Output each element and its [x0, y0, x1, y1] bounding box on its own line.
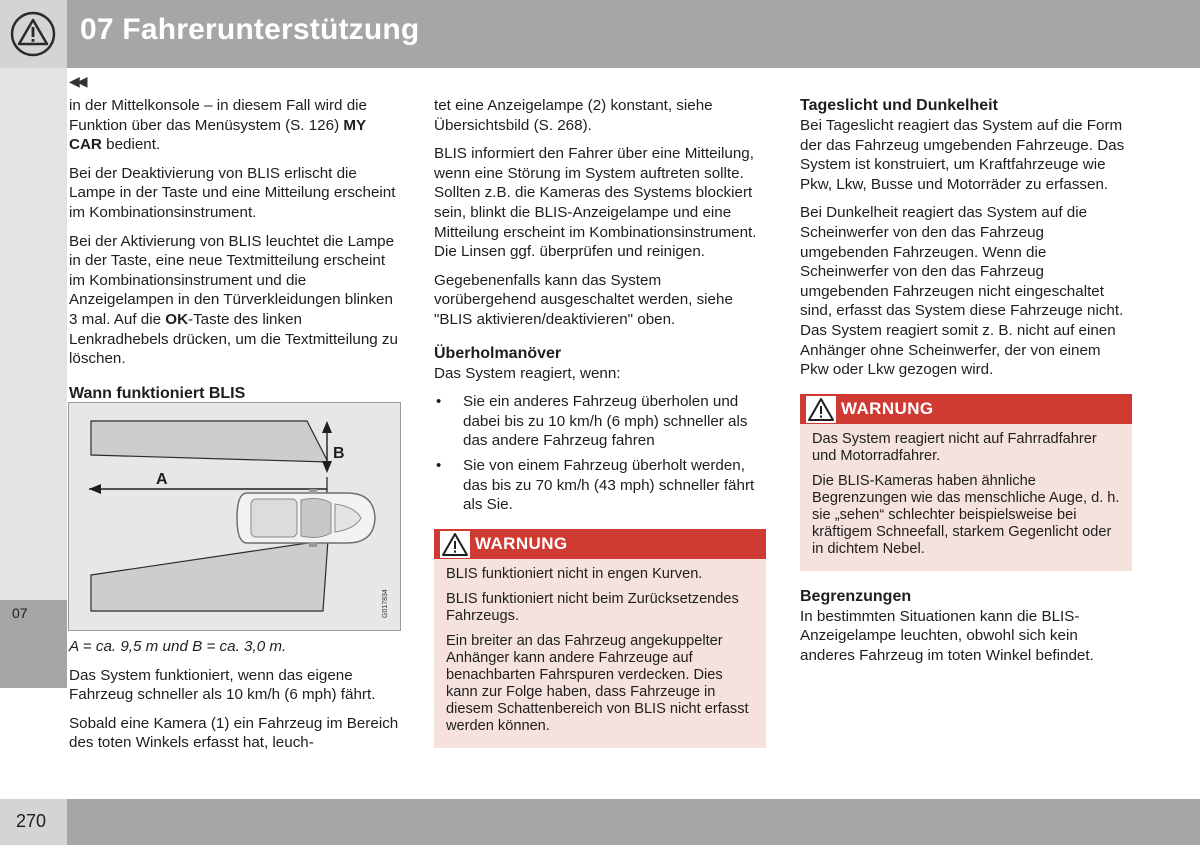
paragraph: tet eine Anzeigelampe (2) konstant, siehe Übersichtsbild (S. 268).	[434, 97, 713, 134]
warning-text: BLIS funktioniert nicht beim Zurücksetzendes Fahrzeugs.	[446, 590, 739, 624]
warning-triangle-icon	[806, 396, 836, 423]
warning-triangle-icon	[9, 10, 57, 58]
car-top-view-icon	[237, 489, 375, 547]
paragraph: Das System reagiert, wenn:	[434, 364, 621, 382]
distance-label-a: A	[156, 471, 168, 488]
list-item: • Sie von einem Fahrzeug überholt werden, das bis zu 70 km/h (43 mph) schneller fährt als Sie.	[434, 456, 766, 515]
warning-title: WARNUNG	[841, 398, 934, 418]
warning-title: WARNUNG	[475, 533, 568, 553]
condition-list	[434, 392, 766, 515]
chapter-tab[interactable]	[0, 600, 67, 688]
paragraph: Das System funktioniert, wenn das eigene Fahrzeug schneller als 10 km/h (6 mph) fährt.	[69, 666, 376, 704]
page-footer	[0, 799, 1200, 845]
warning-box	[800, 394, 1132, 571]
column-3	[800, 96, 1132, 675]
paragraph: Bei Tageslicht reagiert das System auf die Form der das Fahrzeug umgebenden Fahrzeuge. Das System ist konstruiert, um Kraftfahrzeuge wie Pkw, Lkw, Busse und Motorräder zu erfassen.	[800, 117, 1125, 193]
continued-back-icon[interactable]: ◀◀	[69, 73, 85, 89]
column-2	[434, 96, 766, 748]
warning-header	[434, 529, 766, 559]
section-heading-tageslicht: Tageslicht und Dunkelheit	[800, 97, 998, 114]
paragraph: Bei Dunkelheit reagiert das System auf die Scheinwerfer von den das Fahrzeug umgebenden Fahrzeugen. Wenn die Scheinwerfer von den das Fahrzeug umgebenden Fahrzeugen nicht eingeschaltet sind, erfasst das System diese Fahrzeuge nicht. Das System reagiert somit z. B. nicht auf einen Anhänger ohne Scheinwerfer, der von einem Pkw oder Lkw gezogen wird.	[800, 204, 1124, 379]
list-item: • Sie ein anderes Fahrzeug überholen und dabei bis zu 10 km/h (6 mph) schneller als das andere Fahrzeug fahren	[434, 392, 766, 451]
warning-body	[434, 559, 766, 748]
blis-zone-figure	[68, 402, 401, 631]
warning-triangle-icon	[440, 531, 470, 558]
warning-body	[800, 424, 1132, 571]
figure-caption: A = ca. 9,5 m und B = ca. 3,0 m.	[69, 638, 287, 655]
side-bar	[0, 68, 67, 600]
column-1-lower	[69, 637, 399, 762]
page-number: 270	[16, 811, 47, 831]
warning-text: Die BLIS-Kameras haben ähnliche Begrenzungen wie das menschliche Auge, d. h. sie „sehen“ schlechter beispielsweise bei kräftigem Schneefall, starkem Gegenlicht oder in dichtem Nebel.	[812, 472, 1120, 557]
blis-zone-diagram	[69, 403, 400, 630]
warning-text: Das System reagiert nicht auf Fahrradfahrer und Motorradfahrer.	[812, 430, 1097, 464]
warning-box	[434, 529, 766, 748]
section-heading-begrenzungen: Begrenzungen	[800, 587, 912, 605]
warning-text: Ein breiter an das Fahrzeug angekuppelter Anhänger kann andere Fahrzeuge auf benachbarten Fahrspuren verdecken. Dies kann zur Folge haben, dass Fahrzeuge in diesem Schattenbereich von BLIS nicht erfasst werden können.	[446, 632, 749, 734]
paragraph: In bestimmten Situationen kann die BLIS-Anzeigelampe leuchten, obwohl sich kein anderes Fahrzeug im toten Winkel befindet.	[800, 607, 1094, 664]
chapter-tab-label: 07	[12, 605, 28, 621]
distance-label-b: B	[333, 445, 345, 462]
paragraph: BLIS informiert den Fahrer über eine Mitteilung, wenn eine Störung im System auftreten sollte. Sollten z.B. die Kameras des Systems blockiert sein, blinkt die BLIS-Anzeigelampe und eine Mitteilung erscheint im Kombinationsinstrument. Die Linsen ggf. überprüfen und reinigen.	[434, 145, 757, 261]
section-heading-wann: Wann funktioniert BLIS	[69, 384, 246, 402]
paragraph: Bei der Aktivierung von BLIS leuchtet die Lampe in der Taste, eine neue Textmitteilung erscheint im Kombinationsinstrument und die Anzeigelampen in den Türverkleidungen blinken 3 mal. Auf die OK-Taste des linken Lenkradhebels drücken, um die Textmitteilung zu löschen.	[69, 232, 398, 368]
section-heading-ueberholmanoever: Überholmanöver	[434, 344, 562, 362]
figure-code: G017834	[382, 589, 389, 618]
paragraph: Sobald eine Kamera (1) ein Fahrzeug im Bereich des toten Winkels erfasst hat, leuch-	[69, 714, 399, 752]
chapter-title: 07 Fahrerunterstützung	[80, 13, 420, 46]
paragraph: Gegebenenfalls kann das System vorübergehend ausgeschaltet werden, siehe "BLIS aktivieren/deaktivieren" oben.	[434, 271, 733, 328]
chapter-icon-box	[0, 0, 67, 68]
warning-text: BLIS funktioniert nicht in engen Kurven.	[446, 565, 703, 582]
warning-header	[800, 394, 1132, 424]
paragraph: Bei der Deaktivierung von BLIS erlischt die Lampe in der Taste und eine Mitteilung erscheint im Kombinationsinstrument.	[69, 164, 396, 221]
paragraph: in der Mittelkonsole – in diesem Fall wird die Funktion über das Menüsystem (S. 126) MY CAR bedient.	[69, 97, 367, 154]
column-1	[69, 96, 399, 404]
